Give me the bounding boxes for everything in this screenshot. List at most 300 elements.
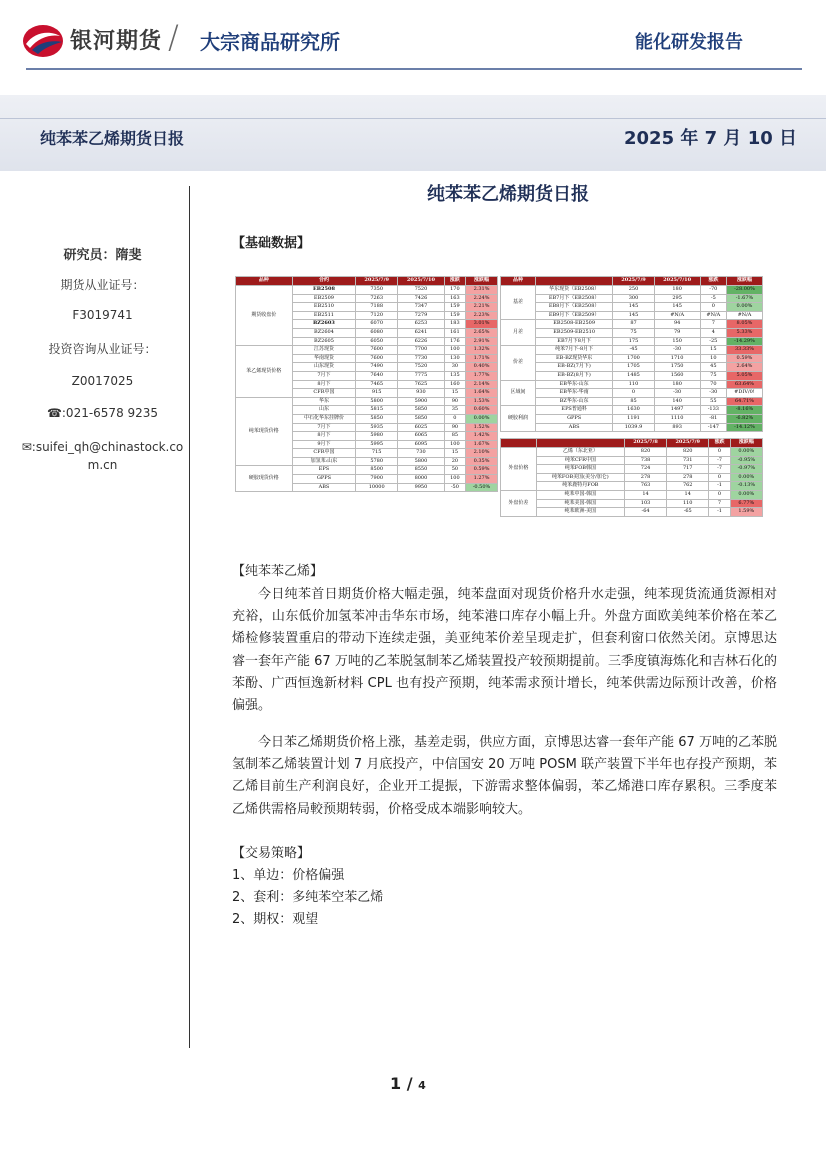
- table-cell: 180: [654, 380, 700, 389]
- table-header-cell: 2025/7/9: [613, 277, 654, 286]
- report-type: 能化研发报告: [635, 32, 743, 53]
- table-cell: 70: [700, 380, 726, 389]
- table-header-cell: 品种: [501, 277, 536, 286]
- table-cell: EB华东-山东: [535, 380, 613, 389]
- consult-label: 投资咨询从业证号：: [48, 342, 157, 356]
- table-row: [501, 414, 763, 423]
- consult-number: Z0017025: [71, 374, 134, 388]
- table-cell: EB7月下8月下: [535, 337, 613, 346]
- table-cell: #N/A: [727, 311, 763, 320]
- table-cell: 纯苯美国-韩国: [536, 499, 624, 508]
- table-cell: 1.64%: [466, 389, 498, 398]
- table-cell: 1.42%: [466, 432, 498, 441]
- table-cell: 5800: [356, 397, 398, 406]
- table-header-cell: [535, 277, 613, 286]
- table-cell: 738: [624, 456, 666, 465]
- table-cell: 1191: [613, 414, 654, 423]
- title-band-line: [0, 118, 826, 119]
- table-cell: 85: [613, 397, 654, 406]
- table-cell: #DIV/0!: [727, 389, 763, 398]
- band-title: 纯苯苯乙烯期货日报: [40, 129, 185, 148]
- brand-name: 银河期货: [70, 29, 163, 54]
- page-total: 4: [418, 1079, 426, 1092]
- table-group-label: 期货收盘价: [236, 286, 293, 346]
- table-cell: 6050: [356, 337, 398, 346]
- table-cell: -5: [700, 294, 726, 303]
- table-cell: 6070: [356, 320, 398, 329]
- table-cell: 35: [444, 406, 465, 415]
- table-cell: EB8月下（EB2508）: [535, 303, 613, 312]
- page-sep: /: [406, 1074, 413, 1093]
- table-group-label: 硬胶现货价格: [236, 466, 293, 492]
- page-number: [390, 1074, 426, 1093]
- table-cell: 30: [444, 363, 465, 372]
- table-cell: -0.50%: [466, 483, 498, 492]
- table-row: [501, 286, 763, 295]
- table-cell: 6080: [356, 328, 398, 337]
- table-cell: -50: [444, 483, 465, 492]
- table-cell: 4: [700, 328, 726, 337]
- table-cell: 7: [700, 320, 726, 329]
- table-cell: EB2510: [292, 303, 356, 312]
- table-cell: 717: [667, 465, 709, 474]
- license-label: 期货从业证号：: [60, 278, 145, 292]
- table-cell: 145: [613, 303, 654, 312]
- overseas-price-table: [500, 438, 763, 517]
- table-header-cell: 涨跌幅: [466, 277, 498, 286]
- table-cell: 0: [709, 473, 730, 482]
- table-cell: 15: [700, 346, 726, 355]
- table-cell: 华南现货: [292, 354, 356, 363]
- table-cell: 山东: [292, 406, 356, 415]
- table-cell: -25: [700, 337, 726, 346]
- table-cell: 6.77%: [730, 499, 762, 508]
- table-cell: 7347: [398, 303, 445, 312]
- table-cell: -14.12%: [727, 423, 763, 432]
- phone-contact: ☎:021-6578 9235: [46, 406, 159, 420]
- table-cell: #N/A: [700, 311, 726, 320]
- section-strategy: 【交易策略】: [232, 846, 311, 861]
- table-cell: 9950: [398, 483, 445, 492]
- table-cell: 0.00%: [730, 473, 762, 482]
- table-cell: 纯苯7月下-8月下: [535, 346, 613, 355]
- table-cell: 145: [613, 311, 654, 320]
- table-cell: 6065: [398, 432, 445, 441]
- table-header-cell: 涨跌: [709, 439, 730, 448]
- table-cell: 5935: [356, 423, 398, 432]
- table-cell: 2.91%: [466, 337, 498, 346]
- table-row: [501, 337, 763, 346]
- table-cell: 159: [444, 311, 465, 320]
- table-cell: BZ2604: [292, 328, 356, 337]
- table-row: [236, 286, 498, 295]
- table-cell: 8月下: [292, 432, 356, 441]
- table-cell: 7520: [398, 363, 445, 372]
- table-cell: -65: [667, 508, 709, 517]
- table-group-label: 价差: [501, 346, 536, 380]
- table-row: [236, 397, 498, 406]
- table-cell: EPS: [292, 466, 356, 475]
- table-cell: 1110: [654, 414, 700, 423]
- table-cell: 170: [444, 286, 465, 295]
- table-cell: 华东现货（EB2508）: [535, 286, 613, 295]
- table-cell: 7490: [356, 363, 398, 372]
- table-cell: 176: [444, 337, 465, 346]
- table-cell: 7月下: [292, 423, 356, 432]
- strategy-item: 2、套利：多纯苯空苯乙烯: [232, 890, 384, 905]
- table-group-label: 外盘价格: [501, 448, 537, 491]
- table-cell: 5850: [356, 414, 398, 423]
- table-header-cell: 合约: [292, 277, 356, 286]
- table-cell: -147: [700, 423, 726, 432]
- table-cell: 中石化华东挂牌价: [292, 414, 356, 423]
- table-cell: 6241: [398, 328, 445, 337]
- table-cell: -70: [700, 286, 726, 295]
- table-cell: 183: [444, 320, 465, 329]
- table-cell: 5780: [356, 457, 398, 466]
- table-row: [501, 448, 763, 457]
- researcher-name: 研究员：隋斐: [63, 248, 142, 263]
- table-cell: -1.67%: [727, 294, 763, 303]
- table-cell: 7279: [398, 311, 445, 320]
- table-cell: 5900: [398, 397, 445, 406]
- table-cell: 纯苯欧洲-美国: [536, 508, 624, 517]
- table-cell: -30: [654, 346, 700, 355]
- table-cell: 0.00%: [466, 414, 498, 423]
- table-cell: 7120: [356, 311, 398, 320]
- header-rule: [26, 68, 802, 70]
- table-cell: 5980: [356, 432, 398, 441]
- table-cell: 1750: [654, 363, 700, 372]
- table-cell: 90: [444, 423, 465, 432]
- table-cell: -7: [709, 456, 730, 465]
- table-cell: ABS: [292, 483, 356, 492]
- table-cell: 175: [613, 337, 654, 346]
- table-cell: 33.33%: [727, 346, 763, 355]
- table-cell: 1.32%: [466, 346, 498, 355]
- table-cell: BZ2605: [292, 337, 356, 346]
- table-cell: EB2508: [292, 286, 356, 295]
- spread-table: [500, 276, 763, 432]
- table-cell: 8500: [356, 466, 398, 475]
- table-cell: 1700: [613, 354, 654, 363]
- email-contact[interactable]: [20, 438, 185, 474]
- table-cell: 0.00%: [727, 303, 763, 312]
- table-cell: 3.01%: [466, 320, 498, 329]
- table-row: [501, 508, 763, 517]
- table-cell: EB7月下（EB2508）: [535, 294, 613, 303]
- table-cell: EPS普通料: [535, 406, 613, 415]
- table-cell: 730: [398, 449, 445, 458]
- futures-spot-table: [235, 276, 498, 492]
- table-header-row: [236, 277, 498, 286]
- table-cell: 0: [613, 389, 654, 398]
- table-cell: 724: [624, 465, 666, 474]
- table-cell: -0.97%: [730, 465, 762, 474]
- table-header-cell: 涨跌幅: [730, 439, 762, 448]
- table-cell: 2.23%: [466, 311, 498, 320]
- table-cell: 1560: [654, 371, 700, 380]
- table-row: [501, 371, 763, 380]
- table-cell: 0.00%: [730, 490, 762, 499]
- table-cell: 75: [700, 371, 726, 380]
- table-cell: #N/A: [654, 311, 700, 320]
- table-cell: 1.77%: [466, 371, 498, 380]
- table-cell: 14: [624, 490, 666, 499]
- table-cell: 8月下: [292, 380, 356, 389]
- table-cell: -14.29%: [727, 337, 763, 346]
- table-header-cell: [501, 439, 537, 448]
- table-cell: 100: [444, 346, 465, 355]
- table-row: [236, 346, 498, 355]
- table-cell: 纯苯CFR中国: [536, 456, 624, 465]
- table-cell: 10: [700, 354, 726, 363]
- table-cell: 15: [444, 389, 465, 398]
- table-cell: 278: [624, 473, 666, 482]
- table-cell: 7465: [356, 380, 398, 389]
- table-cell: 纯苯FOB美国(美分/加仑): [536, 473, 624, 482]
- table-cell: 1039.9: [613, 423, 654, 432]
- table-cell: 7188: [356, 303, 398, 312]
- table-cell: 1710: [654, 354, 700, 363]
- table-cell: 64.71%: [727, 397, 763, 406]
- table-cell: 0.59%: [727, 354, 763, 363]
- table-cell: EB-BZ现货华东: [535, 354, 613, 363]
- table-cell: 145: [654, 303, 700, 312]
- table-header-row: [501, 277, 763, 286]
- table-cell: 2.64%: [727, 363, 763, 372]
- table-row: [501, 346, 763, 355]
- table-cell: -28.00%: [727, 286, 763, 295]
- table-cell: 90: [444, 397, 465, 406]
- table-cell: 1.59%: [730, 508, 762, 517]
- table-cell: 75: [613, 328, 654, 337]
- table-cell: 6095: [398, 440, 445, 449]
- table-cell: 295: [654, 294, 700, 303]
- table-cell: 150: [654, 337, 700, 346]
- table-cell: 1.53%: [466, 397, 498, 406]
- table-cell: 8.05%: [727, 320, 763, 329]
- table-row: [501, 490, 763, 499]
- table-cell: 110: [613, 380, 654, 389]
- table-header-cell: 2025/7/9: [667, 439, 709, 448]
- table-cell: 7: [709, 499, 730, 508]
- table-cell: 110: [667, 499, 709, 508]
- table-cell: -1: [709, 508, 730, 517]
- table-header-row: [501, 439, 763, 448]
- institute-name: 大宗商品研究所: [200, 30, 340, 54]
- table-cell: 160: [444, 380, 465, 389]
- table-cell: -1: [709, 482, 730, 491]
- table-row: [501, 482, 763, 491]
- table-cell: 纯苯FOB韩国: [536, 465, 624, 474]
- table-header-cell: 品种: [236, 277, 293, 286]
- table-cell: 7月下: [292, 371, 356, 380]
- table-group-label: 月差: [501, 320, 536, 346]
- table-cell: EB9月下（EB2509）: [535, 311, 613, 320]
- table-row: [501, 397, 763, 406]
- table-cell: 0: [444, 414, 465, 423]
- table-row: [501, 303, 763, 312]
- table-header-cell: 2025/7/10: [654, 277, 700, 286]
- table-cell: -7: [709, 465, 730, 474]
- table-cell: 5.05%: [727, 371, 763, 380]
- table-cell: 1630: [613, 406, 654, 415]
- table-cell: GPPS: [292, 475, 356, 484]
- table-cell: -30: [654, 389, 700, 398]
- table-cell: EB-BZ(8月下): [535, 371, 613, 380]
- table-cell: 5800: [398, 457, 445, 466]
- table-cell: 加氢苯:山东: [292, 457, 356, 466]
- table-cell: 8550: [398, 466, 445, 475]
- table-cell: 8000: [398, 475, 445, 484]
- table-cell: 6253: [398, 320, 445, 329]
- table-cell: 2.21%: [466, 303, 498, 312]
- email-line-2: m.cn: [87, 458, 118, 472]
- table-cell: 2.24%: [466, 294, 498, 303]
- table-cell: 55: [700, 397, 726, 406]
- table-row: [501, 473, 763, 482]
- table-cell: 14: [667, 490, 709, 499]
- table-cell: 0: [709, 490, 730, 499]
- table-cell: 87: [613, 320, 654, 329]
- table-cell: 159: [444, 303, 465, 312]
- table-cell: 5850: [398, 406, 445, 415]
- table-cell: EB2508-EB2509: [535, 320, 613, 329]
- page-title: 纯苯苯乙烯期货日报: [427, 184, 589, 205]
- table-row: [501, 311, 763, 320]
- table-cell: 5815: [356, 406, 398, 415]
- table-cell: 乙烯（东北亚）: [536, 448, 624, 457]
- table-group-label: 纯苯现货价格: [236, 397, 293, 466]
- table-group-label: 苯乙烯现货价格: [236, 346, 293, 398]
- table-cell: -6.82%: [727, 414, 763, 423]
- table-row: [501, 465, 763, 474]
- table-cell: 山东现货: [292, 363, 356, 372]
- table-row: [236, 466, 498, 475]
- table-group-label: 外盘价差: [501, 490, 537, 516]
- table-cell: EB2509: [292, 294, 356, 303]
- table-cell: 江苏现货: [292, 346, 356, 355]
- table-cell: 1.52%: [466, 423, 498, 432]
- table-cell: 7350: [356, 286, 398, 295]
- table-cell: 820: [667, 448, 709, 457]
- table-row: [501, 328, 763, 337]
- table-cell: 1497: [654, 406, 700, 415]
- brand-separator: /: [168, 18, 179, 56]
- table-cell: 2.10%: [466, 449, 498, 458]
- table-cell: 0.00%: [730, 448, 762, 457]
- table-cell: 85: [444, 432, 465, 441]
- table-cell: -0.13%: [730, 482, 762, 491]
- table-row: [501, 320, 763, 329]
- email-line-1: ✉:suifei_qh@chinastock.co: [21, 440, 184, 454]
- table-cell: -45: [613, 346, 654, 355]
- table-cell: 45: [700, 363, 726, 372]
- table-cell: 1.67%: [466, 440, 498, 449]
- table-cell: 0: [700, 303, 726, 312]
- table-cell: 893: [654, 423, 700, 432]
- table-cell: 6226: [398, 337, 445, 346]
- table-cell: -133: [700, 406, 726, 415]
- table-cell: -30: [700, 389, 726, 398]
- table-cell: EB华东-华南: [535, 389, 613, 398]
- table-cell: 5.33%: [727, 328, 763, 337]
- table-header-cell: 涨跌: [444, 277, 465, 286]
- table-cell: 0.35%: [466, 457, 498, 466]
- table-cell: 1705: [613, 363, 654, 372]
- table-cell: 100: [444, 440, 465, 449]
- table-cell: 9月下: [292, 440, 356, 449]
- table-row: [501, 423, 763, 432]
- table-cell: 79: [654, 328, 700, 337]
- table-cell: 130: [444, 354, 465, 363]
- table-cell: 华东: [292, 397, 356, 406]
- table-cell: 250: [613, 286, 654, 295]
- table-cell: 2.65%: [466, 328, 498, 337]
- table-cell: EB2509-EB2510: [535, 328, 613, 337]
- report-date: 2025 年 7 月 10 日: [624, 128, 798, 149]
- table-cell: 50: [444, 466, 465, 475]
- table-cell: 纯苯中国-韩国: [536, 490, 624, 499]
- table-cell: ABS: [535, 423, 613, 432]
- table-cell: 135: [444, 371, 465, 380]
- table-cell: 10000: [356, 483, 398, 492]
- table-cell: 6025: [398, 423, 445, 432]
- table-row: [501, 406, 763, 415]
- table-cell: 100: [444, 475, 465, 484]
- table-cell: 163: [444, 294, 465, 303]
- table-cell: 278: [667, 473, 709, 482]
- page-current: 1: [390, 1074, 402, 1093]
- strategy-item: 2、期权：观望: [232, 912, 319, 927]
- strategy-item: 1、单边：价格偏强: [232, 868, 345, 883]
- table-row: [501, 456, 763, 465]
- table-cell: 15: [444, 449, 465, 458]
- table-cell: 930: [398, 389, 445, 398]
- table-cell: 7520: [398, 286, 445, 295]
- table-cell: 103: [624, 499, 666, 508]
- table-cell: 20: [444, 457, 465, 466]
- table-header-cell: 涨跌: [700, 277, 726, 286]
- table-header-cell: 2025/7/10: [398, 277, 445, 286]
- table-cell: 300: [613, 294, 654, 303]
- table-cell: EB-BZ(7月下): [535, 363, 613, 372]
- table-group-label: 区域间: [501, 380, 536, 406]
- table-cell: 1485: [613, 371, 654, 380]
- table-cell: 63.64%: [727, 380, 763, 389]
- table-group-label: 硬胶利润: [501, 406, 536, 432]
- table-cell: BZ华东-山东: [535, 397, 613, 406]
- table-header-cell: 2025/7/9: [356, 277, 398, 286]
- table-row: [501, 363, 763, 372]
- table-cell: BZ2603: [292, 320, 356, 329]
- table-header-cell: 涨跌幅: [727, 277, 763, 286]
- table-header-cell: 2025/7/8: [624, 439, 666, 448]
- table-cell: EB2511: [292, 311, 356, 320]
- table-cell: 762: [667, 482, 709, 491]
- table-cell: CFR中国: [292, 449, 356, 458]
- table-row: [501, 380, 763, 389]
- table-cell: -8.16%: [727, 406, 763, 415]
- table-cell: -64: [624, 508, 666, 517]
- table-cell: 7775: [398, 371, 445, 380]
- table-cell: 7600: [356, 346, 398, 355]
- table-cell: 0.40%: [466, 363, 498, 372]
- table-cell: 7900: [356, 475, 398, 484]
- table-cell: GPPS: [535, 414, 613, 423]
- table-cell: 763: [624, 482, 666, 491]
